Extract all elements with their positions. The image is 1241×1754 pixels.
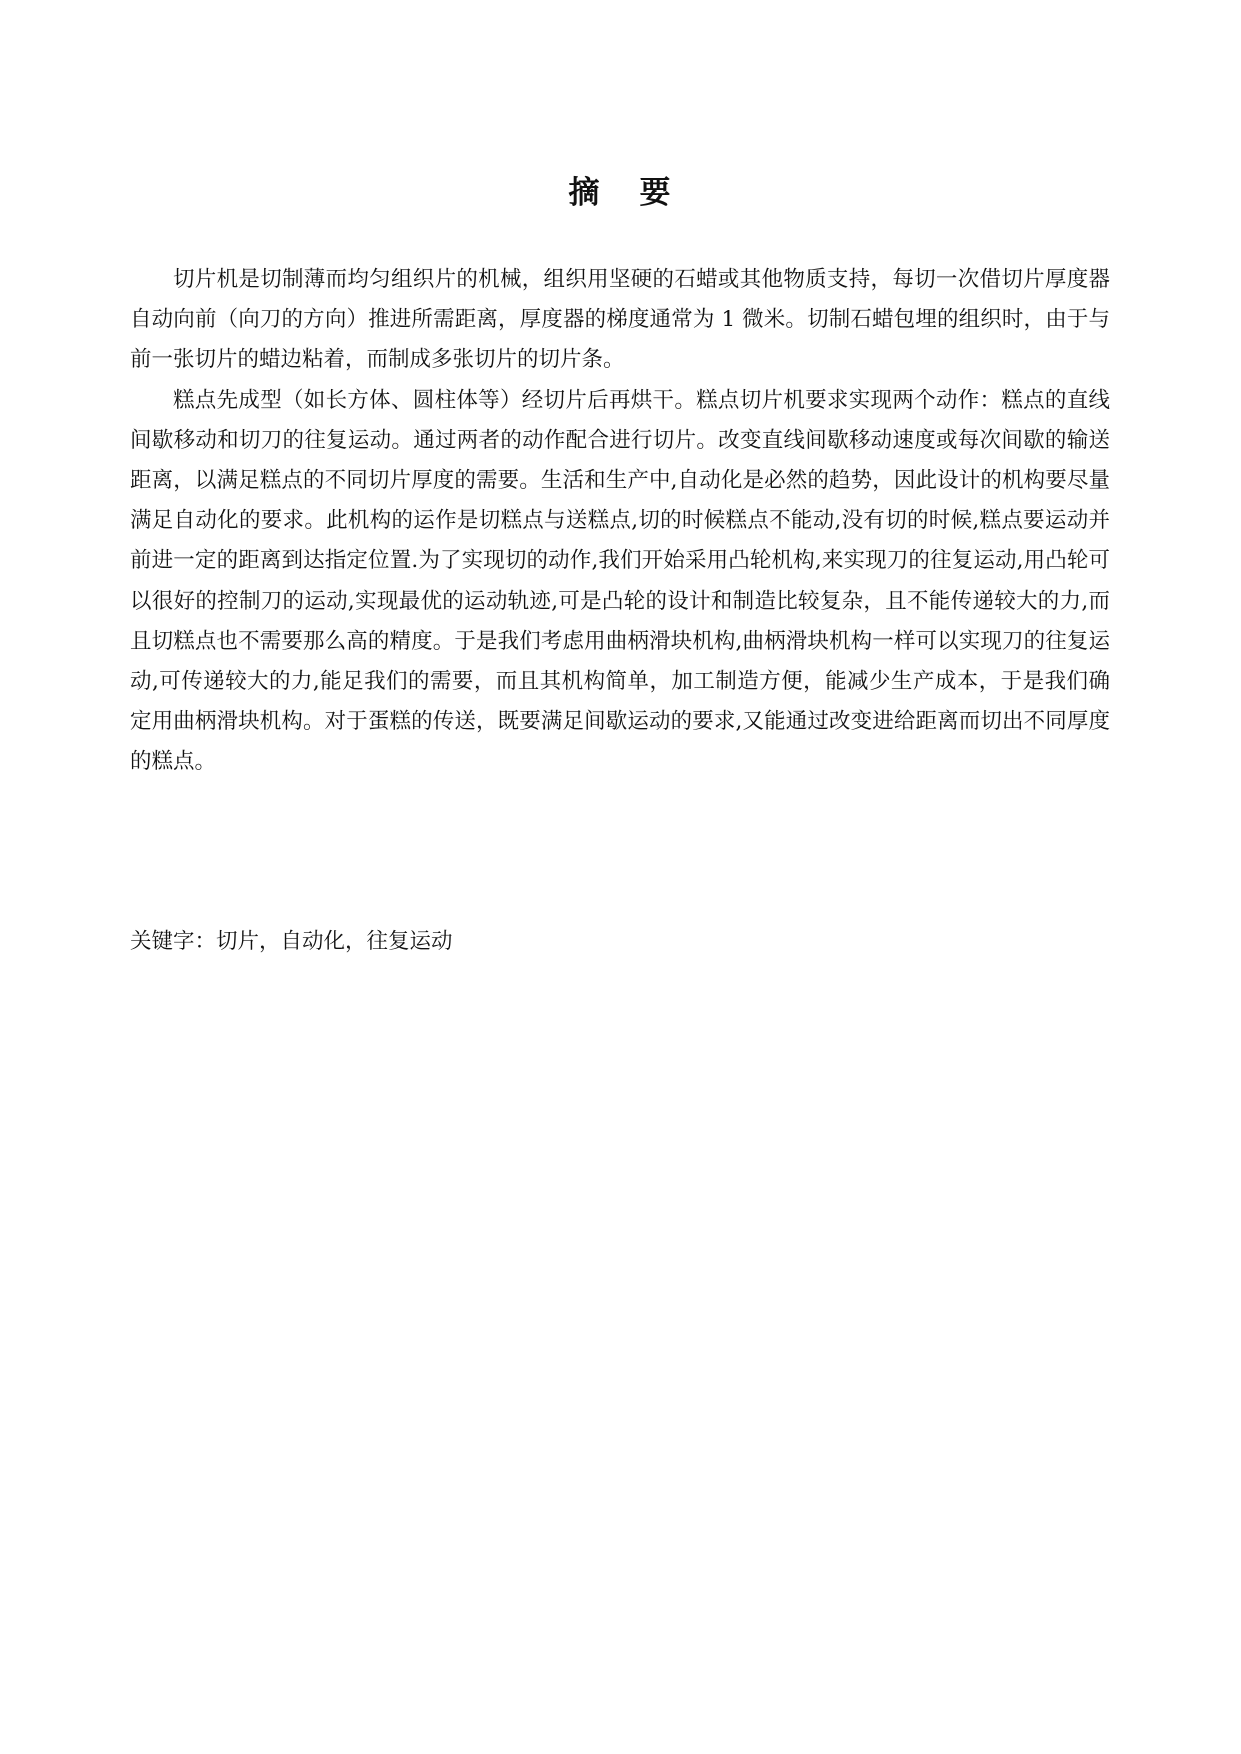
page-title-char-1: 摘 — [568, 175, 602, 211]
abstract-paragraph-1: 切片机是切制薄而均匀组织片的机械，组织用坚硬的石蜡或其他物质支持，每切一次借切片厚度器自动向前（向刀的方向）推进所需距离，厚度器的梯度通常为 1 微米。切制石蜡包埋的组织时，由于与前一张切片的蜡边粘着，而制成多张切片的切片条。 — [130, 267, 1110, 373]
abstract-paragraph-2: 糕点先成型（如长方体、圆柱体等）经切片后再烘干。糕点切片机要求实现两个动作：糕点的直线间歇移动和切刀的往复运动。通过两者的动作配合进行切片。改变直线间歇移动速度或每次间歇的输送距离，以满足糕点的不同切片厚度的需要。生活和生产中,自动化是必然的趋势，因此设计的机构要尽量满足自动化的要求。此机构的运作是切糕点与送糕点,切的时候糕点不能动,没有切的时候,糕点要运动并前进一定的距离到达指定位置.为了实现切的动作,我们开始采用凸轮机构,来实现刀的往复运动,用凸轮可以很好的控制刀的运动,实现最优的运动轨迹,可是凸轮的设计和制造比较复杂，且不能传递较大的力,而且切糕点也不需要那么高的精度。于是我们考虑用曲柄滑块机构,曲柄滑块机构一样可以实现刀的往复运动,可传递较大的力,能足我们的需要，而且其机构简单，加工制造方便，能减少生产成本，于是我们确定用曲柄滑块机构。对于蛋糕的传送，既要满足间歇运动的要求,又能通过改变进给距离而切出不同厚度的糕点。 — [130, 387, 1110, 775]
page-title-char-2: 要 — [639, 175, 673, 211]
abstract-body — [130, 260, 1110, 783]
keywords-line: 关键字：切片，自动化，往复运动 — [130, 929, 453, 954]
page-title — [0, 175, 1241, 211]
